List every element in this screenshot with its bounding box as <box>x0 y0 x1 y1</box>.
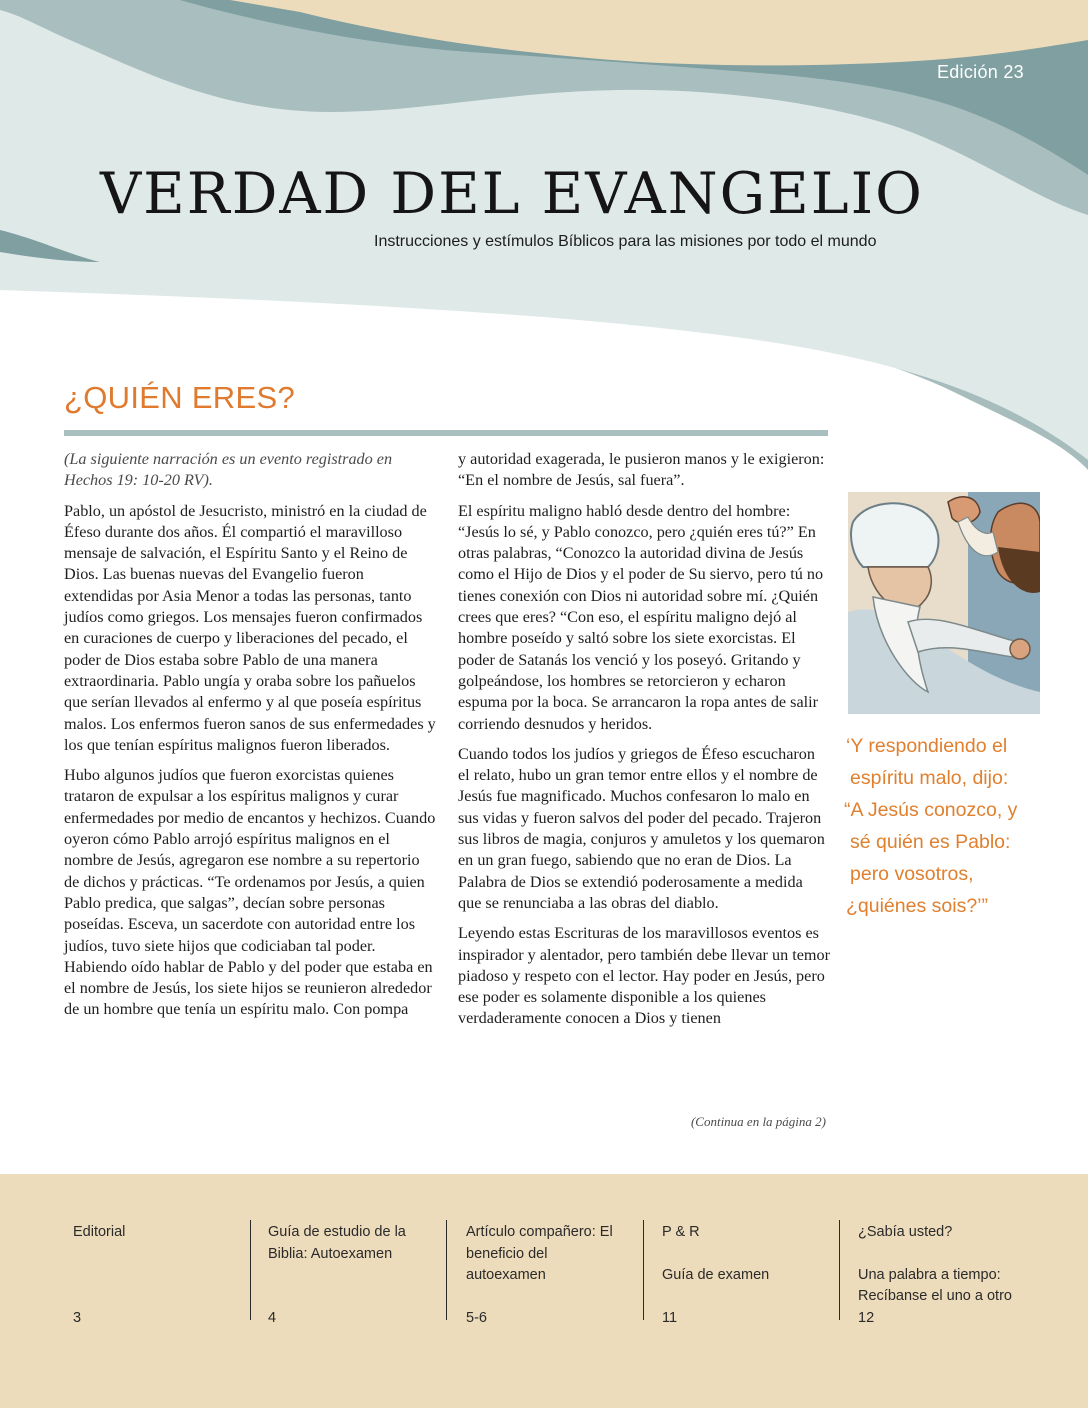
toc-item-page: 4 <box>268 1310 277 1326</box>
toc-divider <box>839 1220 840 1320</box>
article-paragraph: Hubo algunos judíos que fueron exorcistas quienes trataron de expulsar a los espíritus malignos y curar enfermedades por medio de encantos y hechizos. Cuando oyeron cómo Pablo arrojó espíritus malignos en el nombre de Jesús, agregaron ese nombre a su repertorio de dichos y prácticas. “Te ordenamos por Jesús, a quien Pablo predica, que salgas”, decían sobre personas poseídas. Esceva, un sacerdote con autoridad entre los judíos, tuvo siete hijos que codiciaban tal poder. Habiendo oído hablar de Pablo y del poder que estaba en el nombre de Jesús, los siete hijos se reunieron alrededor de un hombre que tenía un espíritu malo. Con pompa <box>64 766 436 1019</box>
toc-item-page: 12 <box>858 1310 875 1326</box>
continued-note: (Continua en la página 2) <box>690 1114 826 1129</box>
article-paragraph: El espíritu maligno habló desde dentro del hombre: “Jesús lo sé, y Pablo conozco, pero ¿quién eres tú?” En otras palabras, “Conozco la autoridad divina de Jesús como el Hijo de Dios y el poder de Su siervo, pero tú no tienes conexión con Dios ni autoridad sobre mí. ¿Quién crees que eres? “Con eso, el espíritu maligno dejó al hombre poseído y saltó sobre los siete exorcistas. El poder de Satanás los venció y los poseyó. Gritando y golpeándose, los hombres se retorcieron y echaron espuma por la boca. Se arrancaron la ropa antes de salir corriendo desnudos y heridos. <box>458 501 824 733</box>
toc-item-label: ¿Sabía usted? <box>858 1224 953 1240</box>
toc-item-study-guide[interactable] <box>268 1222 433 1326</box>
toc-item-page: 11 <box>662 1310 678 1326</box>
article-paragraph: Cuando todos los judíos y griegos de Éfeso escucharon el relato, hubo un gran temor entre ellos y el nombre de Jesús fue magnificado. Muchos confesaron lo malo en sus vidas y fueron salvos del poder del pecado. Trajeron sus libros de magia, conjuros y amuletos y los quemaron en un gran fuego, sabiendo que no eran de Dios. La Palabra de Dios se extendió poderosamente a medida que se renunciaba a las obras del diablo. <box>458 744 825 912</box>
article-column-2 <box>458 449 830 1039</box>
toc-item-companion-article[interactable] <box>466 1222 626 1326</box>
article-paragraph: y autoridad exagerada, le pusieron manos y le exigieron: “En el nombre de Jesús, sal fuera”. <box>458 450 825 490</box>
toc-item-did-you-know[interactable] <box>858 1222 1048 1326</box>
article-paragraph: Leyendo estas Escrituras de los maravillosos eventos es inspirador y alentador, pero también debe llevar un temor piadoso y respeto con el lector. Hay poder en Jesús, pero ese poder es solamente disponible a los quienes verdaderamente conocen a Dios y tienen <box>458 924 830 1028</box>
masthead-tagline: Instrucciones y estímulos Bíblicos para las misiones por todo el mundo <box>374 233 877 250</box>
masthead-title: VERDAD DEL EVANGELIO <box>100 161 924 227</box>
toc-item-page: 3 <box>73 1310 82 1326</box>
pull-quote-line: espíritu malo, dijo: <box>850 767 1009 789</box>
pull-quote-line: sé quién es Pablo: <box>850 831 1011 853</box>
pull-quote-line: ‘Y respondiendo el <box>846 735 1008 757</box>
pull-quote-line: ¿quiénes sois?’” <box>846 895 988 917</box>
toc-item-qa[interactable] <box>662 1222 822 1326</box>
toc-item-label-secondary: Guía de examen <box>662 1266 770 1283</box>
article-intro: (La siguiente narración es un evento registrado en Hechos 19: 10-20 RV). <box>64 450 393 490</box>
toc-item-label: Guía de estudio de la Biblia: Autoexamen <box>268 1224 406 1262</box>
toc-item-page: 5-6 <box>466 1310 487 1326</box>
pull-quote-line: pero vosotros, <box>850 863 974 885</box>
exorcists-illustration <box>848 492 1040 714</box>
pull-quote-line: “A Jesús conozco, y <box>844 799 1018 821</box>
toc-item-label: Editorial <box>73 1224 126 1240</box>
article-paragraph: Pablo, un apóstol de Jesucristo, ministró en la ciudad de Éfeso durante dos años. Él compartió el maravilloso mensaje de salvación, el Espíritu Santo y el Reino de Dios. Las buenas nuevas del Evangelio fueron extendidas por Asia Menor a todas las personas, tanto judíos como griegos. Los mensajes fueron confirmados en curaciones de cuerpo y liberaciones del pecado, el poder de Dios estaba sobre Pablo de una manera extraordinaria. Pablo ungía y oraba sobre los pañuelos que serían llevados al enfermo y al que poseía espíritus malos. Los enfermos fueron sanos de sus enfermedades y los que tenían espíritus malignos fueron liberados. <box>64 501 436 754</box>
toc-item-label: P & R <box>662 1224 700 1240</box>
toc-item-label: Artículo compañero: El beneficio del autoexamen <box>466 1224 613 1283</box>
headline-rule <box>64 430 828 436</box>
edition-label: Edición 23 <box>936 62 1024 82</box>
toc-divider <box>250 1220 251 1320</box>
article-column-1 <box>64 449 436 1030</box>
pull-quote <box>836 730 1046 922</box>
toc-divider <box>643 1220 644 1320</box>
toc-divider <box>446 1220 447 1320</box>
toc-item-label-secondary: Una palabra a tiempo: Recíbanse el uno a otro <box>858 1266 1012 1304</box>
toc-item-editorial[interactable] <box>73 1222 238 1326</box>
article-headline: ¿QUIÉN ERES? <box>64 380 295 415</box>
